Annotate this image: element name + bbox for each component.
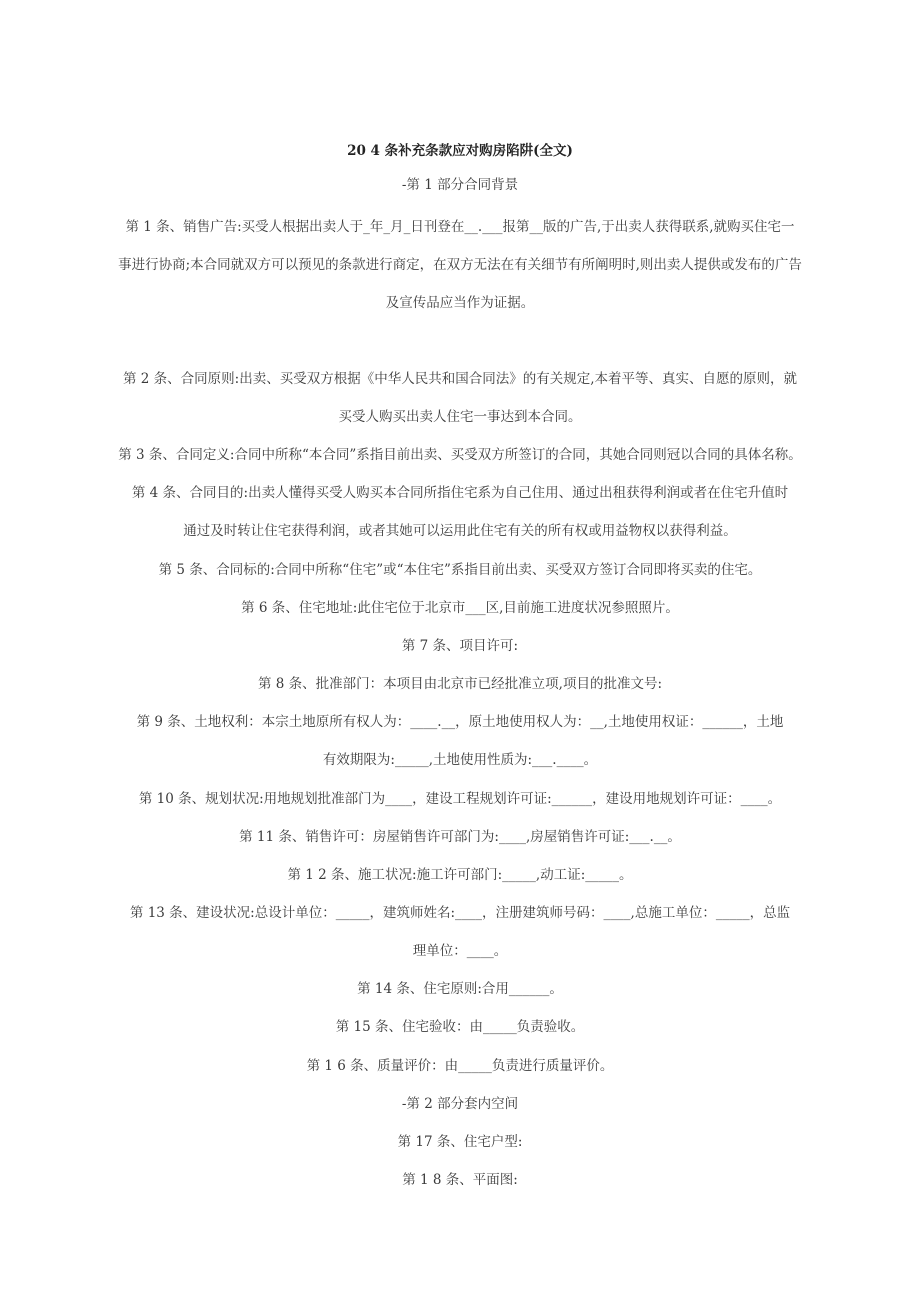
paragraph-line: 第 11 条、销售许可：房屋销售许可部门为:____,房屋销售许可证:___.__。 [239,829,681,845]
paragraph-line: 买受人购买出卖人住宅一事达到本合同。 [338,409,582,425]
paragraph-line: 第 1 2 条、施工状况:施工许可部门:_____,动工证:_____。 [287,867,633,883]
paragraph-line: 第 15 条、住宅验收：由_____负责验收。 [335,1019,585,1035]
paragraph-line: 有效期限为:_____,土地使用性质为:___.____。 [322,752,598,768]
paragraph-line: 事进行协商;本合同就双方可以预见的条款进行商定，在双方无法在有关细节有所阐明时,则出卖人提供或发布的广告 [118,257,802,273]
paragraph-line: 理单位：____。 [412,943,508,959]
paragraph-line: 第 9 条、土地权利：本宗土地原所有权人为：____.__，原土地使用权人为：__,土地使用权证：______，土地 [136,714,784,730]
paragraph-line: 第 3 条、合同定义:合同中所称“本合同”系指目前出卖、买受双方所签订的合同，其她合同则冠以合同的具体名称。 [118,447,802,463]
paragraph-line: 第 1 6 条、质量评价：由_____负责进行质量评价。 [306,1058,614,1074]
section-heading: -第 1 部分合同背景 [401,177,519,193]
paragraph-line: 第 10 条、规划状况:用地规划批准部门为____，建设工程规划许可证:______，建设用地规划许可证：____。 [138,791,782,807]
paragraph-line: 第 7 条、项目许可: [401,638,519,654]
section-heading: -第 2 部分套内空间 [401,1096,519,1112]
paragraph-line: 通过及时转让住宅获得利润，或者其她可以运用此住宅有关的所有权或用益物权以获得利益。 [183,523,737,539]
paragraph-line: 第 17 条、住宅户型: [397,1134,523,1150]
paragraph-line: 第 13 条、建设状况:总设计单位：_____，建筑师姓名:____，注册建筑师号码：____,总施工单位：_____，总监 [129,905,791,921]
paragraph-line: 第 14 条、住宅原则:合用______。 [357,981,563,997]
document-title: 20 4 条补充条款应对购房陷阱(全文) [347,143,573,159]
paragraph-line: 第 2 条、合同原则:出卖、买受双方根据《中华人民共和国合同法》的有关规定,本着平等、真实、自愿的原则，就 [122,371,797,387]
paragraph-line: 第 8 条、批准部门：本项目由北京市已经批准立项,项目的批准文号: [257,676,662,692]
paragraph-line: 第 1 8 条、平面图: [402,1172,518,1188]
paragraph-line: 第 6 条、住宅地址:此住宅位于北京市___区,目前施工进度状况参照照片。 [241,600,679,616]
paragraph-line: 第 1 条、销售广告:买受人根据出卖人于_年_月_日刊登在__.___报第__版的广告,于出卖人获得联系,就购买住宅一 [125,219,795,235]
paragraph-line: 第 4 条、合同目的:出卖人懂得买受人购买本合同所指住宅系为自己住用、通过出租获得利润或者在住宅升值时 [131,485,789,501]
paragraph-line: 及宣传品应当作为证据。 [385,295,535,311]
paragraph-line: 第 5 条、合同标的:合同中所称“住宅”或“本住宅”系指目前出卖、买受双方签订合同即将买卖的住宅。 [158,562,762,578]
